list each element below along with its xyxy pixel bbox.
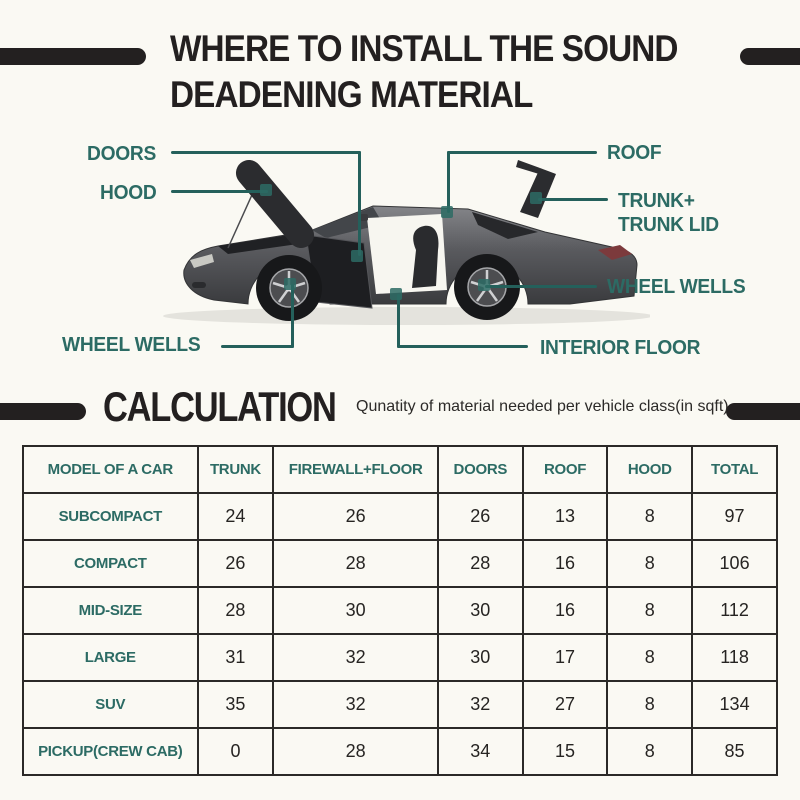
table-cell: 30	[273, 587, 438, 634]
page-title-line1: WHERE TO INSTALL THE SOUND	[170, 28, 678, 69]
fog-light	[192, 282, 206, 288]
table-cell: 0	[198, 728, 274, 775]
table-row	[23, 681, 777, 728]
interior-floor-connector-line-h	[397, 345, 528, 348]
table-cell: 26	[273, 493, 438, 540]
hood-label: HOOD	[100, 182, 157, 204]
table-cell: 28	[273, 540, 438, 587]
column-header: TOTAL	[692, 446, 777, 493]
table-cell: 97	[692, 493, 777, 540]
table-cell: 26	[198, 540, 274, 587]
table-cell: 32	[273, 634, 438, 681]
table-cell: 134	[692, 681, 777, 728]
table-cell: 16	[523, 587, 608, 634]
wheel-wells-left-connector-marker	[284, 278, 296, 290]
trunk-label-line1: TRUNK+	[618, 190, 695, 212]
calculation-left-bar	[0, 403, 86, 420]
table-cell: 32	[273, 681, 438, 728]
table-row	[23, 728, 777, 775]
table-cell: 16	[523, 540, 608, 587]
interior-floor-connector-line-v	[397, 294, 400, 348]
doors-label: DOORS	[87, 143, 156, 165]
table-cell: 30	[438, 587, 523, 634]
header-right-bar	[740, 48, 800, 65]
column-header: HOOD	[607, 446, 692, 493]
calculation-heading: CALCULATION	[103, 383, 336, 430]
hood-connector-marker	[260, 184, 272, 196]
table-cell: 15	[523, 728, 608, 775]
table-row	[23, 540, 777, 587]
doors-connector-marker	[351, 250, 363, 262]
material-quantity-table	[22, 445, 778, 776]
table-cell: 34	[438, 728, 523, 775]
calculation-right-bar	[726, 403, 800, 420]
table-row	[23, 634, 777, 681]
column-header: MODEL OF A CAR	[23, 446, 198, 493]
table-cell: 8	[607, 587, 692, 634]
table-cell: 27	[523, 681, 608, 728]
roof-label: ROOF	[607, 142, 662, 164]
car-shadow	[163, 307, 650, 325]
table-cell: 28	[273, 728, 438, 775]
wheel-wells-left-label: WHEEL WELLS	[62, 334, 201, 356]
wheel-wells-left-connector-line-h	[221, 345, 294, 348]
roof-connector-marker	[441, 206, 453, 218]
wheel-wells-right-label: WHEEL WELLS	[607, 276, 746, 298]
table-cell: 8	[607, 493, 692, 540]
wheel-wells-right-connector-line-h	[485, 285, 597, 288]
roof-connector-line-v	[447, 151, 450, 213]
model-cell: SUV	[23, 681, 198, 728]
car-illustration	[140, 150, 650, 330]
header-left-bar	[0, 48, 146, 65]
car-seat	[412, 226, 438, 288]
table-cell: 8	[607, 634, 692, 681]
table-cell: 31	[198, 634, 274, 681]
model-cell: COMPACT	[23, 540, 198, 587]
roof-connector-line-h	[447, 151, 597, 154]
table-cell: 118	[692, 634, 777, 681]
table-cell: 30	[438, 634, 523, 681]
hood-connector-line-h	[171, 190, 268, 193]
table-row	[23, 493, 777, 540]
table-cell: 8	[607, 728, 692, 775]
table-cell: 32	[438, 681, 523, 728]
table-cell: 13	[523, 493, 608, 540]
trunk-label-line2: TRUNK LID	[618, 214, 719, 236]
doors-connector-line-h	[171, 151, 361, 154]
trunk-label	[618, 189, 719, 237]
column-header: TRUNK	[198, 446, 274, 493]
trunk-connector-marker	[530, 192, 542, 204]
table-cell: 24	[198, 493, 274, 540]
table-cell: 28	[198, 587, 274, 634]
table-cell: 106	[692, 540, 777, 587]
table-cell: 85	[692, 728, 777, 775]
calculation-subtitle: Qunatity of material needed per vehicle class(in sqft)	[356, 398, 729, 415]
interior-floor-connector-marker	[390, 288, 402, 300]
column-header: DOORS	[438, 446, 523, 493]
column-header: FIREWALL+FLOOR	[273, 446, 438, 493]
interior-floor-label: INTERIOR FLOOR	[540, 337, 701, 359]
column-header: ROOF	[523, 446, 608, 493]
model-cell: MID-SIZE	[23, 587, 198, 634]
model-cell: SUBCOMPACT	[23, 493, 198, 540]
table-cell: 26	[438, 493, 523, 540]
trunk-connector-line-h	[538, 198, 608, 201]
table-header-row	[23, 446, 777, 493]
wheel-wells-right-connector-marker	[478, 279, 490, 291]
wheel-wells-left-connector-line-v	[291, 284, 294, 348]
table-cell: 112	[692, 587, 777, 634]
table-cell: 35	[198, 681, 274, 728]
model-cell: LARGE	[23, 634, 198, 681]
doors-connector-line-v	[358, 151, 361, 256]
model-cell: PICKUP(CREW CAB)	[23, 728, 198, 775]
trunk-lid-tip	[516, 160, 540, 174]
table-cell: 28	[438, 540, 523, 587]
table-row	[23, 587, 777, 634]
table-cell: 17	[523, 634, 608, 681]
table-cell: 8	[607, 540, 692, 587]
page-title-line2: DEADENING MATERIAL	[170, 74, 533, 115]
table-cell: 8	[607, 681, 692, 728]
